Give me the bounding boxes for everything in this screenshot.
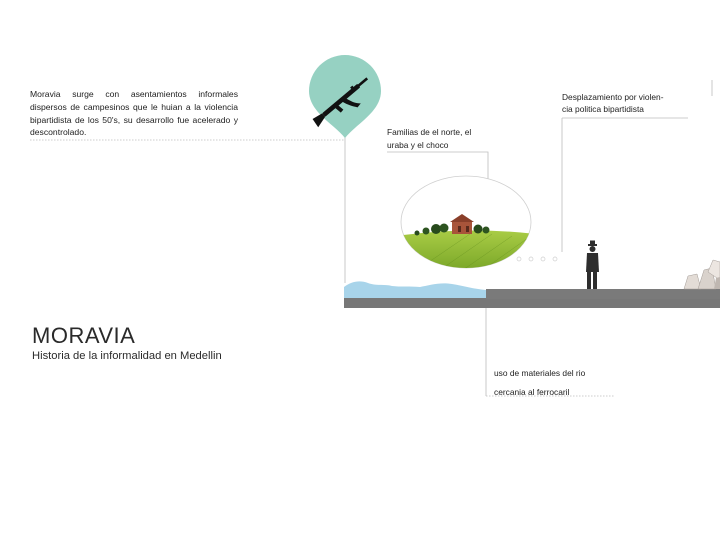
map-pin bbox=[309, 55, 381, 138]
debris-pile bbox=[684, 260, 720, 289]
person-silhouette-icon bbox=[586, 241, 599, 290]
dotted-marks bbox=[517, 257, 557, 261]
displacement-note-line2: cia politica bipartidista bbox=[562, 104, 644, 114]
displacement-note bbox=[562, 90, 663, 117]
materials-note-line1: uso de materiales del rio bbox=[494, 368, 586, 378]
families-note-line1: Familias de el norte, el bbox=[387, 127, 472, 137]
families-note bbox=[387, 125, 471, 153]
families-note-line2: uraba y el choco bbox=[387, 140, 449, 150]
rural-vignette bbox=[396, 176, 536, 280]
materials-note bbox=[494, 364, 585, 402]
river bbox=[344, 281, 486, 298]
raised-ground bbox=[486, 289, 720, 299]
page-subtitle: Historia de la informalidad en Medellin bbox=[32, 350, 222, 362]
displacement-note-line1: Desplazamiento por violen- bbox=[562, 92, 664, 102]
intro-paragraph: Moravia surge con asentamientos informales dispersos de campesinos que le huian a la violencia bipartidista de los 50's, su desarrollo fue acelerado y descontrolado. bbox=[30, 89, 238, 138]
page-title: MORAVIA bbox=[32, 323, 136, 348]
ground-band bbox=[344, 298, 720, 308]
materials-note-line2: cercania al ferrocaril bbox=[494, 387, 570, 397]
